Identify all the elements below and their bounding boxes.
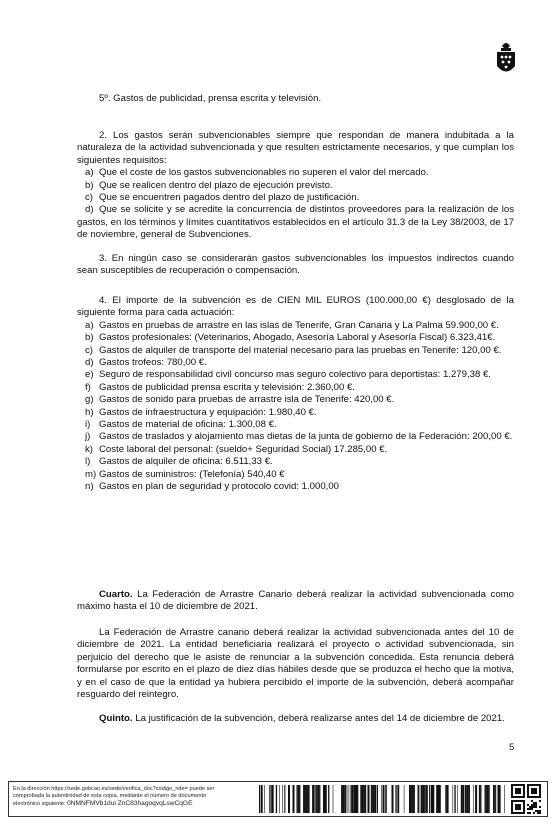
budget-item: b) Gastos profesionales: (Veterinarios, Abogado, Asesoría Laboral y Asesoría Fiscal) 6.323,41€. — [85, 332, 496, 344]
budget-item: n) Gastos en plan de seguridad y protocolo covid: 1.000,00 — [85, 481, 340, 493]
section-4-block — [77, 295, 514, 494]
requirement-item-d: d) Que se solicite y se acredite la concurrencia de distintos proveedores para la realización de los gastos, en los términos y límites cuantitativos establecidos en el artículo 31.3 de la Ley 38/2003, de 17 de noviembre, general de Subvenciones. — [77, 204, 514, 241]
budget-item: f) Gastos de publicidad prensa escrita y televisión: 2.360,00 €. — [85, 381, 355, 393]
barcode-icon — [259, 785, 505, 813]
requirement-item: c) Que se encuentren pagados dentro del plazo de justificación. — [85, 192, 360, 204]
cuarto-paragraph: Cuarto. La Federación de Arrastre Canario deberá realizar la actividad subvencionada como máximo hasta el 10 de diciembre de 2021. — [77, 589, 514, 613]
budget-item: m) Gastos de suministros: (Telefonía) 540,40 € — [85, 468, 285, 480]
item-5-block — [77, 93, 514, 105]
section-3-block — [77, 253, 514, 278]
verification-text: En la dirección https://sede.gobcan.es/sede/verifica_doc?codigo_nde= puede ser comprobada la autenticidad de esta copia, mediante el número de documento electrónico siguiente: 0NMNFMVb1dui ZnC83hagoqvqLswCqGE — [13, 786, 215, 807]
federation-paragraph: La Federación de Arrastre canario deberá realizar la actividad subvencionada antes del 10 de diciembre de 2021. La entidad beneficiaria realizará el proyecto o actividad subvencionada, sin perjuicio del derecho que le asiste de renunciar a la subvención concedida. Esta renuncia deberá formularse por escrito en el plazo de diez días hábiles desde que se produzca el hecho que la motiva, y en el caso de que la entidad ya hubiera percibido el importe de la subvención, deberá acompañar resguardo del reintegro. — [77, 627, 514, 701]
expense-item-5: 5º. Gastos de publicidad, prensa escrita y televisión. — [99, 93, 322, 104]
quinto-label: Quinto. — [99, 713, 133, 724]
qr-code-icon — [511, 784, 541, 814]
quinto-paragraph: Quinto. La justificación de la subvención, deberá realizarse antes del 14 de diciembre de 2021. — [99, 713, 505, 724]
budget-item: d) Gastos trofeos: 780,00 €. — [85, 357, 207, 369]
federation-block — [77, 627, 514, 701]
cuarto-label: Cuarto. — [99, 589, 133, 600]
section-4-intro: 4. El importe de la subvención es de CIEN MIL EUROS (100.000,00 €) desglosado de la siguiente forma para cada actuación: — [77, 295, 514, 319]
coat-of-arms-icon — [493, 40, 519, 78]
section-2-block — [77, 130, 514, 242]
budget-item: h) Gastos de infraestructura y equipación: 1.980,40 €. — [85, 406, 317, 418]
requirement-item: a) Que el coste de los gastos subvencionables no superen el valor del mercado. — [85, 167, 429, 179]
section-3-text: 3. En ningún caso se considerarán gastos subvencionables los impuestos indirectos cuando sean susceptibles de recuperación o compensación. — [77, 253, 514, 277]
document-code: 0NMNFMVb1dui ZnC83hagoqvqLswCqGE — [67, 800, 193, 807]
section-2-intro: 2. Los gastos serán subvencionables siempre que respondan de manera indubitada a la naturaleza de la actividad subvencionada y que resulten estrictamente necesarios, y que cumplan los siguientes requisitos: — [77, 130, 514, 166]
budget-item: k) Coste laboral del personal: (sueldo+ Seguridad Social) 17.285,00 €. — [85, 443, 388, 455]
budget-item: i) Gastos de material de oficina: 1.300,08 €. — [85, 419, 277, 431]
page-number: 5 — [509, 742, 515, 753]
budget-item: l) Gastos de alquiler de oficina: 6.511,33 €. — [85, 456, 273, 468]
budget-item: e) Seguro de responsabilidad civil concurso mas seguro colectivo para deportistas: 1.279,38 €. — [85, 369, 491, 381]
budget-item: g) Gastos de sonido para pruebas de arrastre isla de Tenerife: 420,00 €. — [85, 394, 395, 406]
verification-footer — [8, 781, 548, 817]
quinto-block — [77, 713, 514, 725]
budget-item: a) Gastos en pruebas de arrastre en las islas de Tenerife, Gran Canaria y La Palma 59.900,00 €. — [85, 319, 499, 331]
cuarto-block — [77, 589, 514, 614]
budget-item: c) Gastos de alquiler de transporte del material necesario para las pruebas en Tenerife: 120,00 €. — [85, 344, 502, 356]
requirement-item: b) Que se realicen dentro del plazo de ejecución previsto. — [85, 179, 333, 191]
budget-item: j) Gastos de traslados y alojamiento mas dietas de la junta de gobierno de la Federación: 200,00 €. — [85, 431, 513, 443]
